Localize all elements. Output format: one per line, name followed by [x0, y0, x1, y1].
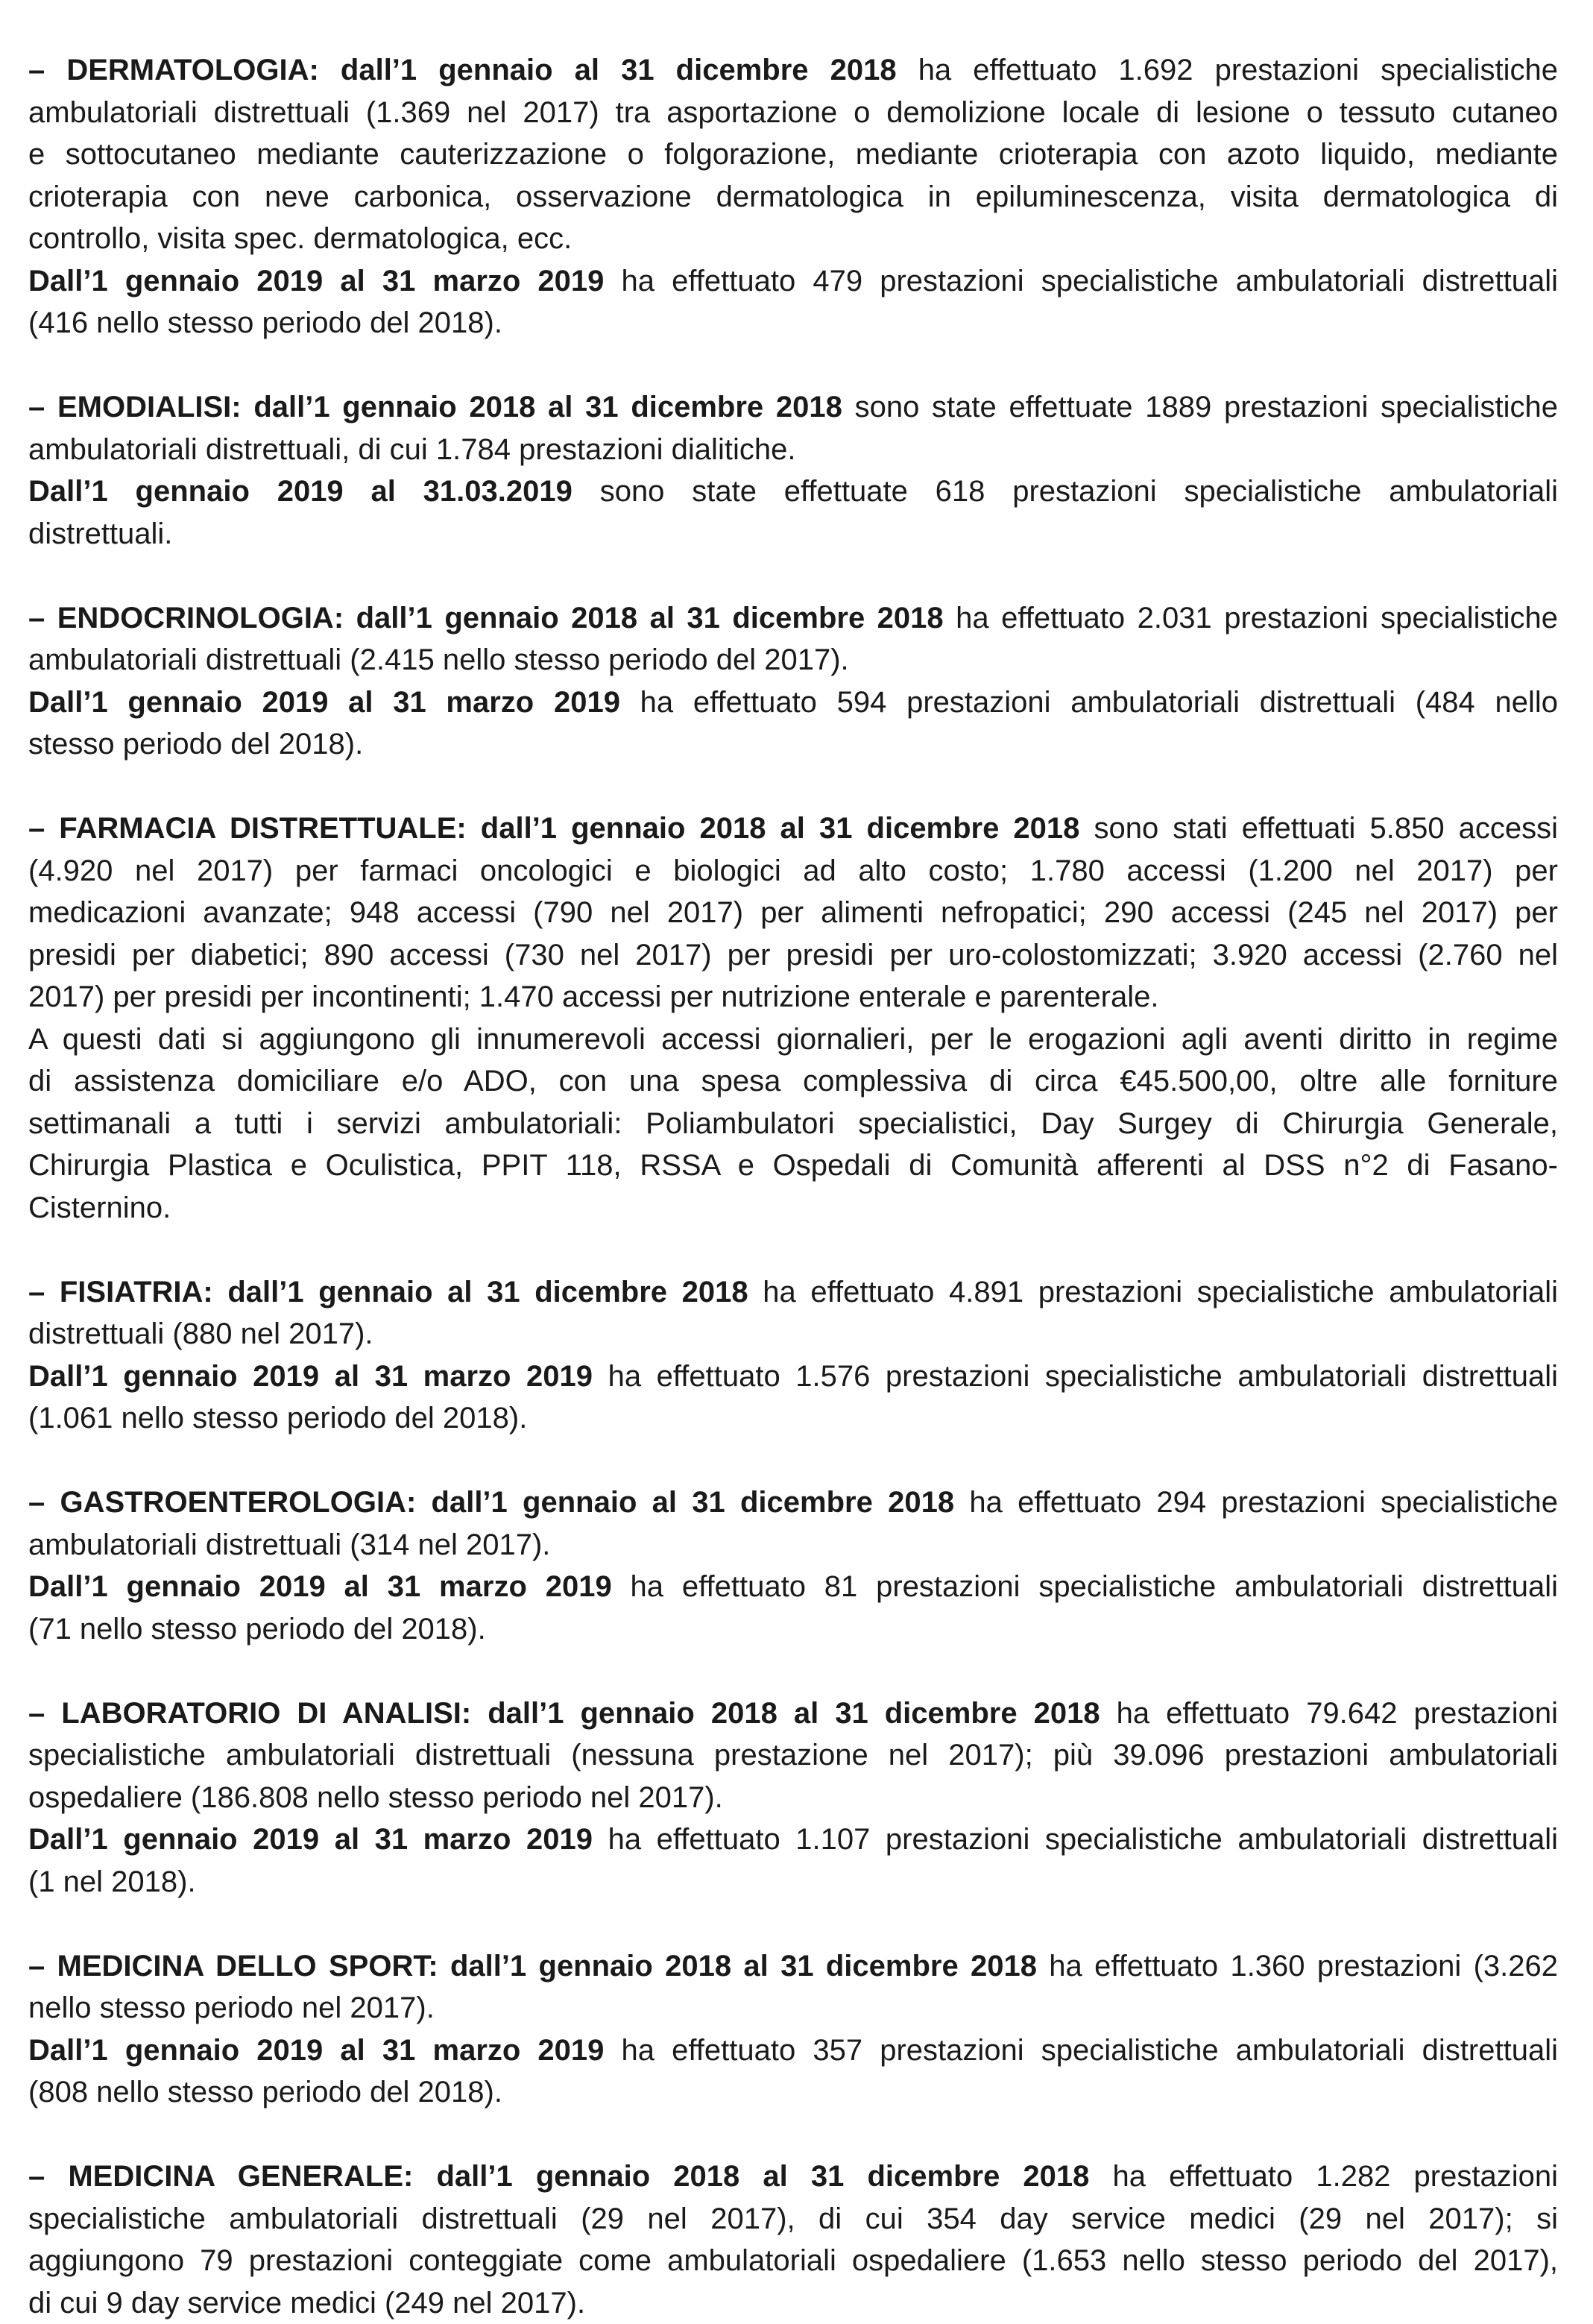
- paragraph-gap: [28, 766, 1558, 808]
- bold-lead: – GASTROENTEROLOGIA: dall’1 gennaio al 31 dicembre 2018: [28, 1486, 954, 1519]
- line-text: sono state effettuate 618 prestazioni specialistiche ambulatoriali: [572, 475, 1558, 508]
- bold-lead: Dall’1 gennaio 2019 al 31 marzo 2019: [28, 265, 604, 297]
- line-text: distrettuali (880 nel 2017).: [28, 1317, 373, 1350]
- paragraph-line: [28, 1103, 1558, 1145]
- paragraph-line: [28, 1313, 1558, 1355]
- bold-lead: – MEDICINA GENERALE: dall’1 gennaio 2018 al 31 dicembre 2018: [28, 2160, 1089, 2193]
- line-text: (808 nello stesso periodo del 2018).: [28, 2076, 502, 2109]
- bold-lead: Dall’1 gennaio 2019 al 31 marzo 2019: [28, 686, 620, 719]
- line-text: (416 nello stesso periodo del 2018).: [28, 306, 502, 339]
- section-medicina-generale: [28, 2155, 1558, 2324]
- paragraph-line: [28, 1397, 1558, 1440]
- paragraph-line: [28, 429, 1558, 471]
- section-emodialisi: [28, 386, 1558, 555]
- line-text: stesso periodo del 2018).: [28, 728, 363, 761]
- paragraph-line: [28, 1692, 1558, 1735]
- paragraph-line: [28, 1945, 1558, 1988]
- paragraph-line: [28, 1566, 1558, 1608]
- line-text: (71 nello stesso periodo del 2018).: [28, 1613, 486, 1646]
- line-text: ha effettuato 1.692 prestazioni specialistiche: [897, 54, 1558, 86]
- line-text: aggiungono 79 prestazioni conteggiate come ambulatoriali ospedaliere (1.653 nello stesso periodo del 2017),: [28, 2244, 1558, 2277]
- bold-lead: – LABORATORIO DI ANALISI: dall’1 gennaio 2018 al 31 dicembre 2018: [28, 1697, 1100, 1730]
- paragraph-line: [28, 1777, 1558, 1819]
- line-text: ha effettuato 594 prestazioni ambulatoriali distrettuali (484 nello: [620, 686, 1558, 719]
- paragraph-line: [28, 892, 1558, 934]
- line-text: presidi per diabetici; 890 accessi (730 nel 2017) per presidi per uro-colostomizzati; 3.920 accessi (2.760 nel: [28, 939, 1558, 972]
- line-text: di cui 9 day service medici (249 nel 2017).: [28, 2287, 585, 2320]
- paragraph-line: [28, 1355, 1558, 1398]
- line-text: ha effettuato 1.360 prestazioni (3.262: [1037, 1950, 1558, 1983]
- line-text: nello stesso periodo nel 2017).: [28, 1991, 435, 2024]
- bold-lead: – DERMATOLOGIA: dall’1 gennaio al 31 dicembre 2018: [28, 54, 897, 86]
- paragraph-line: [28, 1987, 1558, 2029]
- section-laboratorio-di-analisi: [28, 1692, 1558, 1903]
- paragraph-line: [28, 2029, 1558, 2072]
- section-fisiatria: [28, 1271, 1558, 1440]
- bold-lead: Dall’1 gennaio 2019 al 31.03.2019: [28, 475, 572, 508]
- line-text: ha effettuato 4.891 prestazioni specialistiche ambulatoriali: [748, 1276, 1558, 1309]
- line-text: di assistenza domiciliare e/o ADO, con una spesa complessiva di circa €45.500,00, oltre alle forniture: [28, 1065, 1558, 1098]
- section-farmacia-distrettuale: [28, 807, 1558, 1229]
- paragraph-line: [28, 218, 1558, 260]
- paragraph-line: [28, 723, 1558, 766]
- paragraph-line: [28, 681, 1558, 724]
- line-text: ha effettuato 294 prestazioni specialistiche: [954, 1486, 1558, 1519]
- paragraph-gap: [28, 1650, 1558, 1692]
- paragraph-line: [28, 1818, 1558, 1861]
- line-text: Chirurgia Plastica e Oculistica, PPIT 118, RSSA e Ospedali di Comunità afferenti al DSS n°2 di Fasano-: [28, 1149, 1558, 1182]
- paragraph-line: [28, 92, 1558, 134]
- bold-lead: – ENDOCRINOLOGIA: dall’1 gennaio 2018 al 31 dicembre 2018: [28, 602, 944, 634]
- paragraph-line: [28, 2198, 1558, 2240]
- line-text: 2017) per presidi per incontinenti; 1.470 accessi per nutrizione enterale e parenterale.: [28, 980, 1158, 1013]
- line-text: ha effettuato 357 prestazioni specialistiche ambulatoriali distrettuali: [604, 2034, 1558, 2067]
- line-text: ha effettuato 79.642 prestazioni: [1100, 1697, 1558, 1730]
- line-text: ospedaliere (186.808 nello stesso periodo nel 2017).: [28, 1781, 723, 1814]
- bold-lead: – FISIATRIA: dall’1 gennaio al 31 dicembre 2018: [28, 1276, 748, 1309]
- paragraph-line: [28, 1271, 1558, 1314]
- line-text: ambulatoriali distrettuali (2.415 nello stesso periodo del 2017).: [28, 643, 849, 676]
- paragraph-line: [28, 1187, 1558, 1229]
- paragraph-line: [28, 1144, 1558, 1187]
- line-text: ha effettuato 2.031 prestazioni specialistiche: [944, 602, 1558, 634]
- line-text: ha effettuato 1.576 prestazioni specialistiche ambulatoriali distrettuali: [593, 1360, 1558, 1393]
- bold-lead: Dall’1 gennaio 2019 al 31 marzo 2019: [28, 1360, 593, 1393]
- paragraph-line: [28, 850, 1558, 892]
- paragraph-gap: [28, 2114, 1558, 2156]
- paragraph-line: [28, 1524, 1558, 1566]
- line-text: ambulatoriali distrettuali, di cui 1.784 prestazioni dialitiche.: [28, 433, 795, 466]
- line-text: sono stati effettuati 5.850 accessi: [1079, 812, 1558, 845]
- paragraph-line: [28, 260, 1558, 303]
- line-text: settimanali a tutti i servizi ambulatoriali: Poliambulatori specialistici, Day Surgey di Chirurgia Generale,: [28, 1107, 1558, 1140]
- paragraph-gap: [28, 344, 1558, 387]
- section-endocrinologia: [28, 597, 1558, 766]
- bold-lead: Dall’1 gennaio 2019 al 31 marzo 2019: [28, 1823, 593, 1856]
- line-text: ambulatoriali distrettuali (314 nel 2017).: [28, 1528, 550, 1561]
- paragraph-line: [28, 807, 1558, 850]
- section-dermatologia: [28, 49, 1558, 344]
- paragraph-line: [28, 2071, 1558, 2114]
- paragraph-gap: [28, 1903, 1558, 1945]
- paragraph-line: [28, 1861, 1558, 1903]
- line-text: specialistiche ambulatoriali distrettuali (29 nel 2017), di cui 354 day service medici (29 nel 2017); si: [28, 2202, 1558, 2235]
- line-text: (4.920 nel 2017) per farmaci oncologici e biologici ad alto costo; 1.780 accessi (1.200 nel 2017) per: [28, 854, 1558, 887]
- line-text: (1 nel 2018).: [28, 1865, 196, 1898]
- line-text: controllo, visita spec. dermatologica, ecc.: [28, 222, 572, 255]
- paragraph-line: [28, 386, 1558, 429]
- paragraph-line: [28, 2240, 1558, 2282]
- document-page: [28, 49, 1558, 2324]
- paragraph-gap: [28, 555, 1558, 597]
- line-text: ha effettuato 81 prestazioni specialistiche ambulatoriali distrettuali: [612, 1570, 1558, 1603]
- line-text: e sottocutaneo mediante cauterizzazione o folgorazione, mediante crioterapia con azoto liquido, mediante: [28, 138, 1558, 171]
- paragraph-line: [28, 133, 1558, 176]
- bold-lead: – EMODIALISI: dall’1 gennaio 2018 al 31 dicembre 2018: [28, 391, 842, 423]
- line-text: ha effettuato 1.107 prestazioni specialistiche ambulatoriali distrettuali: [593, 1823, 1558, 1856]
- paragraph-gap: [28, 1229, 1558, 1271]
- section-gastroenterologia: [28, 1481, 1558, 1650]
- line-text: specialistiche ambulatoriali distrettuali (nessuna prestazione nel 2017); più 39.096 prestazioni ambulatoriali: [28, 1739, 1558, 1772]
- paragraph-line: [28, 2282, 1558, 2324]
- paragraph-line: [28, 176, 1558, 218]
- line-text: ha effettuato 479 prestazioni specialistiche ambulatoriali distrettuali: [604, 265, 1558, 297]
- paragraph-line: [28, 1018, 1558, 1061]
- line-text: (1.061 nello stesso periodo del 2018).: [28, 1402, 527, 1435]
- paragraph-line: [28, 1608, 1558, 1651]
- bold-lead: – FARMACIA DISTRETTUALE: dall’1 gennaio 2018 al 31 dicembre 2018: [28, 812, 1079, 845]
- paragraph-line: [28, 513, 1558, 555]
- line-text: A questi dati si aggiungono gli innumerevoli accessi giornalieri, per le erogazioni agli aventi diritto in regime: [28, 1023, 1558, 1056]
- paragraph-line: [28, 639, 1558, 681]
- line-text: crioterapia con neve carbonica, osservazione dermatologica in epiluminescenza, visita dermatologica di: [28, 180, 1558, 213]
- paragraph-line: [28, 1060, 1558, 1103]
- bold-lead: – MEDICINA DELLO SPORT: dall’1 gennaio 2018 al 31 dicembre 2018: [28, 1950, 1037, 1983]
- line-text: ambulatoriali distrettuali (1.369 nel 2017) tra asportazione o demolizione locale di lesione o tessuto cutaneo: [28, 96, 1558, 129]
- paragraph-line: [28, 1481, 1558, 1524]
- line-text: distrettuali.: [28, 517, 172, 550]
- section-medicina-dello-sport: [28, 1945, 1558, 2114]
- paragraph-line: [28, 1734, 1558, 1777]
- line-text: ha effettuato 1.282 prestazioni: [1089, 2160, 1558, 2193]
- paragraph-line: [28, 49, 1558, 92]
- paragraph-line: [28, 976, 1558, 1018]
- paragraph-line: [28, 597, 1558, 640]
- paragraph-line: [28, 2155, 1558, 2198]
- paragraph-line: [28, 302, 1558, 344]
- bold-lead: Dall’1 gennaio 2019 al 31 marzo 2019: [28, 1570, 612, 1603]
- line-text: sono state effettuate 1889 prestazioni specialistiche: [842, 391, 1558, 423]
- line-text: Cisternino.: [28, 1191, 171, 1224]
- paragraph-line: [28, 470, 1558, 513]
- paragraph-line: [28, 934, 1558, 977]
- line-text: medicazioni avanzate; 948 accessi (790 nel 2017) per alimenti nefropatici; 290 accessi (245 nel 2017) per: [28, 896, 1558, 929]
- bold-lead: Dall’1 gennaio 2019 al 31 marzo 2019: [28, 2034, 604, 2067]
- paragraph-gap: [28, 1440, 1558, 1482]
